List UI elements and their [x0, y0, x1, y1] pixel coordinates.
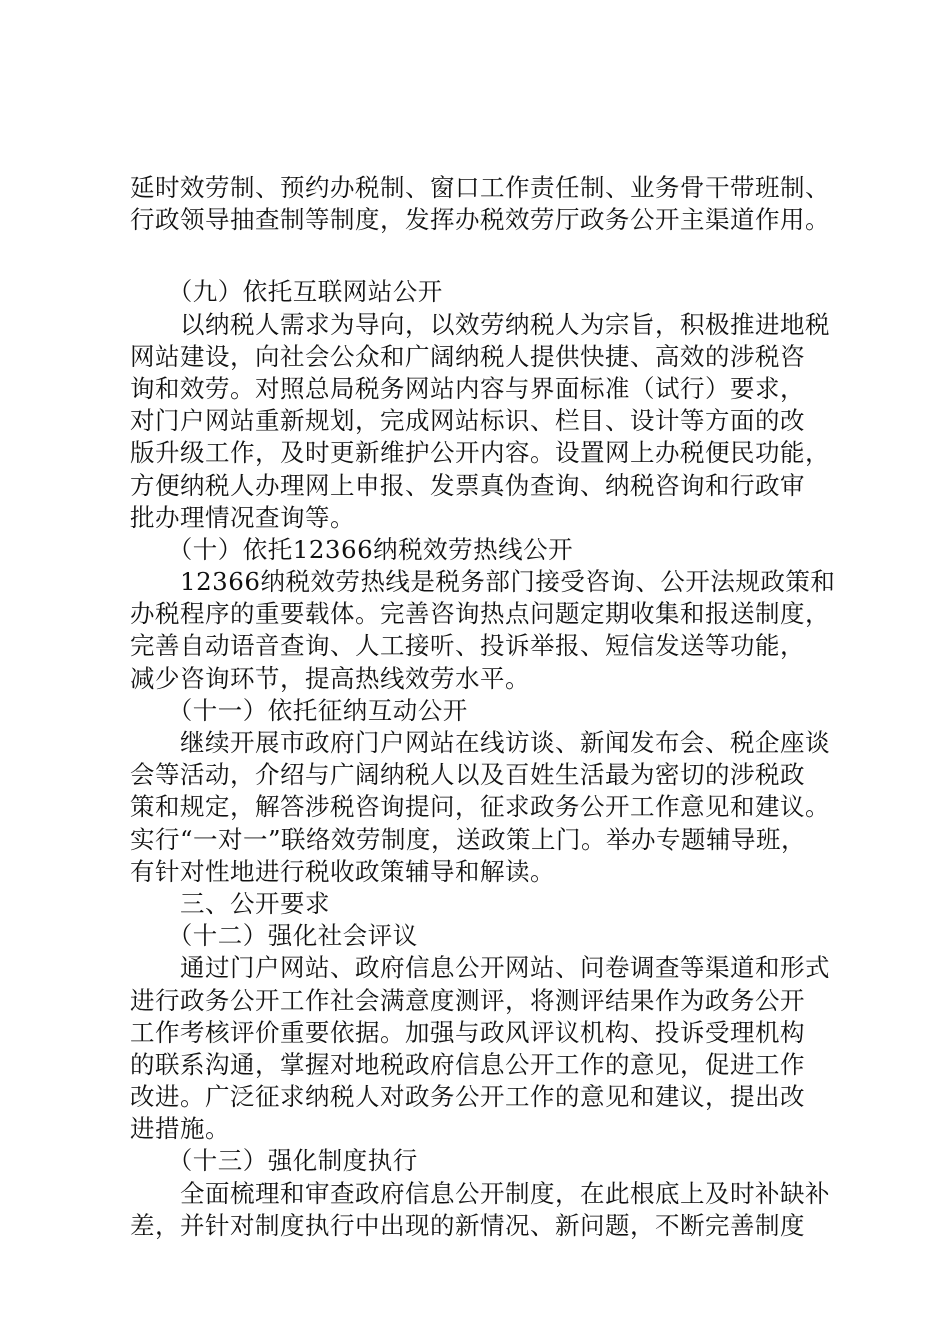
text-line: 减少咨询环节，提高热线效劳水平。	[130, 663, 530, 693]
text-line: 延时效劳制、预约办税制、窗口工作责任制、业务骨干带班制、	[130, 173, 830, 202]
text-line: 询和效劳。对照总局税务网站内容与界面标准（试行）要求，	[130, 373, 805, 403]
section-heading: （十一）依托征纳互动公开	[130, 695, 468, 725]
text-line: 方便纳税人办理网上申报、发票真伪查询、纳税咨询和行政审	[130, 470, 805, 500]
text-line: 会等活动，介绍与广阔纳税人以及百姓生活最为密切的涉税政	[130, 760, 805, 790]
section-heading: （十二）强化社会评议	[130, 921, 418, 951]
text-line: 对门户网站重新规划，完成网站标识、栏目、设计等方面的改	[130, 406, 805, 436]
paragraph-gap	[130, 236, 850, 276]
text-line: 差，并针对制度执行中出现的新情况、新问题，不断完善制度	[130, 1210, 805, 1240]
section-heading: （十）依托12366纳税效劳热线公开	[130, 534, 574, 564]
text-line: 继续开展市政府门户网站在线访谈、新闻发布会、税企座谈	[130, 728, 830, 757]
text-line: 版升级工作，及时更新维护公开内容。设置网上办税便民功能，	[130, 438, 830, 468]
text-line: 全面梳理和审查政府信息公开制度，在此根底上及时补缺补	[130, 1178, 830, 1208]
text-line: 有针对性地进行税收政策辅导和解读。	[130, 856, 555, 886]
document-body	[130, 172, 850, 1242]
section-heading: （十三）强化制度执行	[130, 1146, 418, 1176]
text-line: 批办理情况查询等。	[130, 502, 355, 532]
text-line: 12366纳税效劳热线是税务部门接受咨询、公开法规政策和	[130, 567, 836, 597]
text-line: 策和规定，解答涉税咨询提问，征求政务公开工作意见和建议。	[130, 792, 830, 822]
text-line: 以纳税人需求为导向，以效劳纳税人为宗旨，积极推进地税	[130, 309, 830, 339]
text-line: 完善自动语音查询、人工接听、投诉举报、短信发送等功能，	[130, 631, 805, 661]
text-line: 网站建设，向社会公众和广阔纳税人提供快捷、高效的涉税咨	[130, 341, 805, 371]
text-line: 进措施。	[130, 1114, 230, 1144]
section-heading: （九）依托互联网站公开	[130, 277, 443, 307]
text-line: 行政领导抽查制等制度，发挥办税效劳厅政务公开主渠道作用。	[130, 205, 830, 235]
text-line: 通过门户网站、政府信息公开网站、问卷调查等渠道和形式	[130, 953, 830, 983]
chapter-heading: 三、公开要求	[130, 888, 330, 918]
text-line: 进行政务公开工作社会满意度测评，将测评结果作为政务公开	[130, 985, 805, 1015]
text-line: 工作考核评价重要依据。加强与政风评议机构、投诉受理机构	[130, 1017, 805, 1047]
text-line: 改进。广泛征求纳税人对政务公开工作的意见和建议，提出改	[130, 1082, 805, 1112]
text-line: 的联系沟通，掌握对地税政府信息公开工作的意见，促进工作	[130, 1049, 805, 1079]
text-line: 实行“一对一”联络效劳制度，送政策上门。举办专题辅导班，	[130, 824, 807, 854]
text-line: 办税程序的重要载体。完善咨询热点问题定期收集和报送制度，	[130, 599, 830, 629]
